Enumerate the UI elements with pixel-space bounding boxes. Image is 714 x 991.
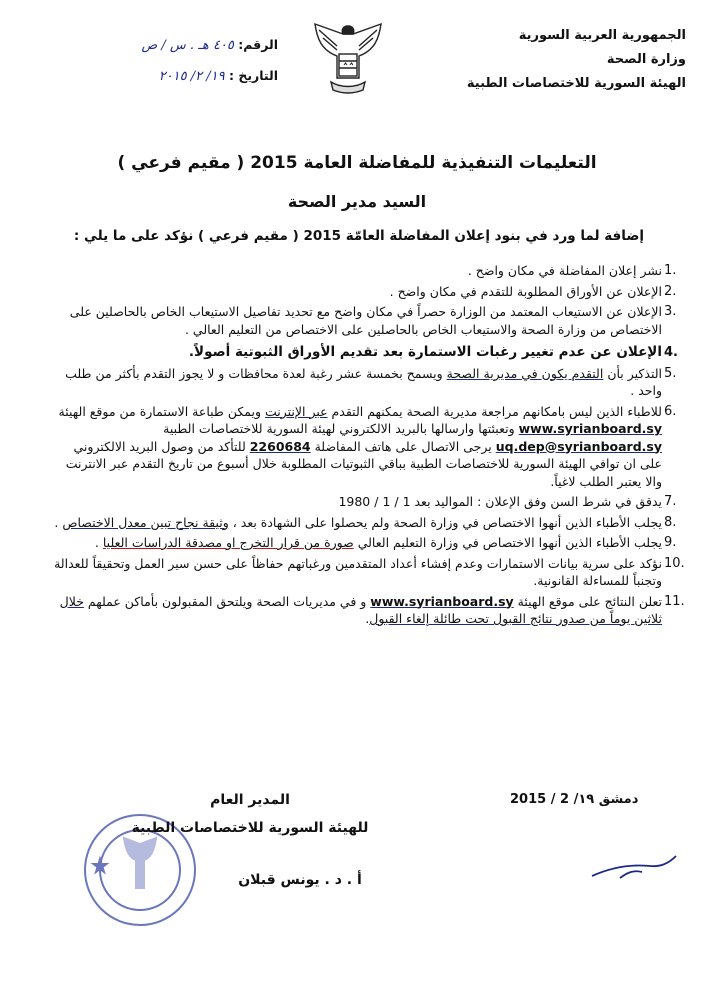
list-item: [50, 344, 686, 362]
item-text-underlined: التقدم يكون في مديرية الصحة: [446, 365, 604, 381]
letterhead-left: [88, 30, 278, 92]
item-text: نشر إعلان المفاضلة في مكان واضح .: [467, 263, 662, 278]
date-label: التاريخ :: [228, 68, 278, 83]
website-link[interactable]: www.syrianboard.sy: [518, 421, 662, 436]
item-number: 9.: [664, 535, 677, 550]
list-item: [50, 283, 686, 301]
item-text-part: يجلب الأطباء الذين أنهوا الاختصاص في وزارة الصحة ولم يحصلوا على الشهادة بعد ،: [228, 514, 662, 530]
addressee: السيد مدير الصحة: [287, 192, 427, 211]
item-text-part: و في مديريات الصحة ويلتحق المقبولون بأماكن عملهم: [83, 593, 371, 609]
reference-label: الرقم:: [238, 37, 278, 52]
item-number: 2.: [664, 283, 677, 299]
letterhead-right: [466, 24, 686, 96]
website-link[interactable]: www.syrianboard.sy: [370, 593, 514, 609]
item-number: 4.: [664, 345, 678, 360]
list-item: [50, 534, 686, 552]
item-number: 11.: [664, 593, 685, 609]
list-item: [50, 593, 686, 628]
item-text-part: ويمكن طباعة الاستمارة من موقع الهيئة: [58, 403, 265, 419]
list-item: [50, 403, 686, 491]
document-title: التعليمات التنفيذية للمفاضلة العامة 2015 ( مقيم فرعي ): [117, 153, 597, 173]
item-text-part: يرجى الاتصال على هاتف المفاضلة: [310, 438, 496, 454]
item-text-underlined: صورة من قرار التخرج او مصدقة الدراسات العليا: [102, 535, 354, 550]
country-name: الجمهورية العربية السورية: [518, 28, 686, 43]
item-number: 1.: [664, 263, 677, 278]
item-text-part: تعلن النتائج على موقع الهيئة: [513, 593, 662, 609]
reference-row: [88, 30, 278, 61]
email-link[interactable]: uq.dep@syrianboard.sy: [495, 438, 662, 454]
item-text: الإعلان عن عدم تغيير رغبات الاستمارة بعد تقديم الأوراق الثبوتية أصولاً.: [188, 344, 662, 360]
list-item: [50, 514, 686, 532]
item-text: يدقق في شرط السن وفق الإعلان : المواليد بعد 1 / 1 / 1980: [338, 494, 662, 509]
item-text-part: ويسمح بخمسة عشر رغبة لعدة محافظات و لا يجوز التقدم بأكثر من طلب واحد .: [65, 365, 662, 398]
list-item: [50, 262, 686, 280]
item-text-part: يجلب الأطباء الذين أنهوا الاختصاص في وزارة التعليم العالي: [353, 535, 662, 550]
item-text-underlined: خلال ثلاثين يوماً من صدور نتائج القبول تحت طائلة إلغاء القبول: [59, 593, 662, 626]
board-name: الهيئة السورية للاختصاصات الطبية: [466, 76, 686, 91]
item-number: 5.: [664, 365, 677, 381]
item-number: 7.: [664, 494, 677, 509]
ministry-name: وزارة الصحة: [606, 52, 686, 67]
signature-block: [100, 786, 400, 842]
item-number: 10.: [664, 555, 685, 571]
item-number: 6.: [664, 403, 677, 419]
syrian-eagle-emblem-icon: [307, 16, 389, 96]
handwritten-signature-icon: [590, 846, 680, 886]
phone-number: 2260684: [249, 438, 311, 454]
signatory-name: أ . د . يونس قبلان: [238, 872, 362, 888]
list-item: [50, 555, 686, 590]
item-text: الإعلان عن الأوراق المطلوبة للتقدم في مكان واضح .: [389, 283, 662, 299]
list-item: [50, 493, 686, 511]
item-text-part: .: [54, 514, 63, 530]
item-number: 8.: [664, 514, 677, 530]
date-handwritten: ١٩/ ٢/ ٢٠١٥: [158, 69, 225, 84]
item-text-part: .: [94, 535, 103, 550]
signatory-organization: للهيئة السورية للاختصاصات الطبية: [131, 820, 369, 836]
intro-paragraph: إضافة لما ورد في بنود إعلان المفاضلة العامّة 2015 ( مقيم فرعي ) نؤكد على ما يلي :: [73, 228, 644, 244]
item-text-part: للاطباء الذين ليس بامكانهم مراجعة مديرية الصحة يمكنهم التقدم: [327, 403, 662, 419]
list-item: [50, 365, 686, 400]
item-text-part: .: [365, 611, 370, 626]
item-text: نؤكد على سرية بيانات الاستمارات وعدم إفشاء أعداد المتقدمين ورغباتهم حفاظاً على حسن سير العمل وتحقيقاً للعدالة وتجنباً للمساءلة القانونية.: [54, 555, 662, 588]
item-text-part: للتأكد من وصول البريد الالكتروني على ان توافي الهيئة السورية للاختصاصات الطبية بباقي الثبوتيات المطلوبة خلال أسبوع من تاريخ التقدم عبر الانترنت والا يعتبر الطلب لاغياً.: [65, 438, 662, 489]
item-text-part: التذكير بأن: [603, 365, 662, 381]
signatory-title: المدير العام: [210, 792, 290, 808]
list-item: [50, 303, 686, 338]
item-number: 3.: [664, 304, 677, 319]
item-text: الإعلان عن الاستيعاب المعتمد من الوزارة حصراً في مكان واضح مع تحديد تفاصيل الاستيعاب الخاص بالحاصلين على الاختصاص من وزارة الصحة والاستيعاب الخاص بالحاصلين على الاختصاص من التعليم العالي .: [69, 304, 662, 337]
item-text-part: وتعبئتها وارسالها بالبريد الالكتروني لهيئة السورية للاختصاصات الطبية: [163, 421, 519, 436]
item-text-underlined: وثيقة نجاح تبين معدل الاختصاص: [62, 514, 229, 530]
instruction-list: [50, 262, 686, 631]
item-text-underlined: عبر الإنترنت: [264, 403, 328, 419]
signing-date: دمشق ١٩/ 2 / 2015: [510, 792, 639, 807]
date-row: [88, 61, 278, 92]
reference-number: ٤٠٥ هـ . س / ص: [141, 38, 234, 53]
